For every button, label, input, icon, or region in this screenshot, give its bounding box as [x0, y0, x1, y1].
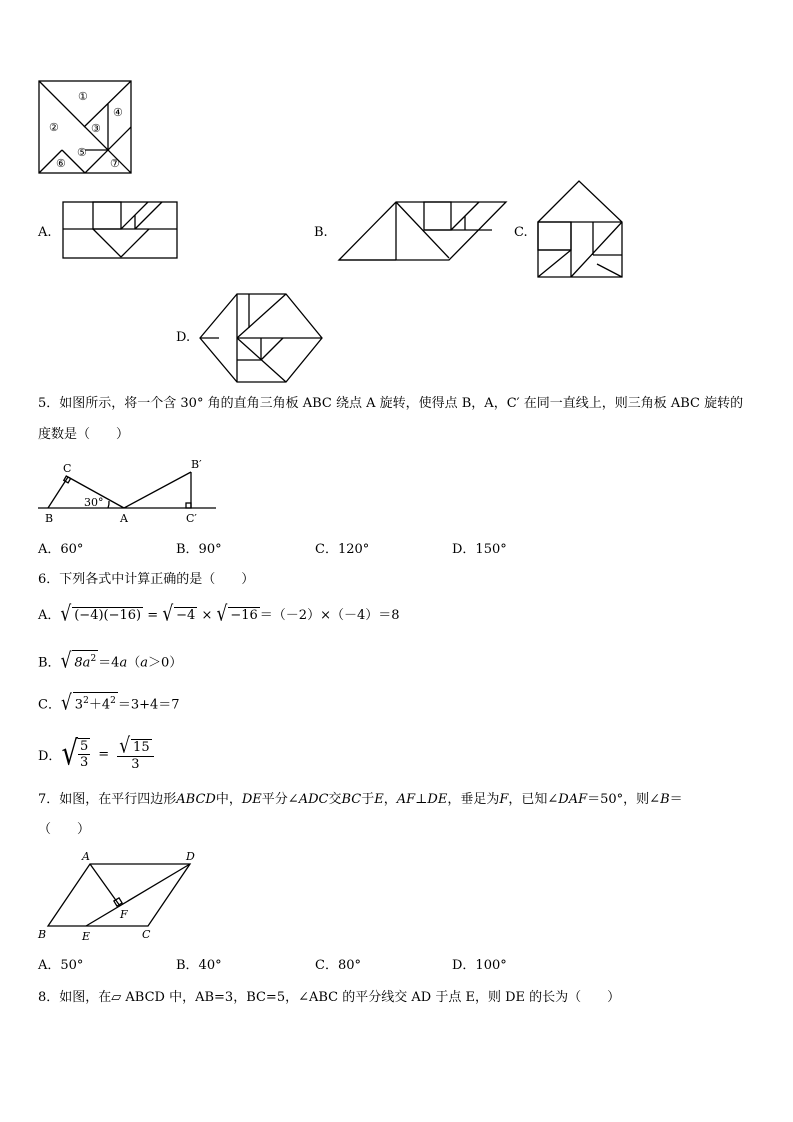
radical-sign: √ — [60, 601, 72, 627]
q7-f: F — [499, 792, 509, 807]
q6-option-b — [38, 648, 183, 674]
tangram-label-4: ④ — [113, 106, 123, 119]
q7-text: ，垂足为 — [447, 792, 500, 807]
q6-c-sup1: 2 — [83, 696, 89, 706]
q6-a-r1: −4 — [176, 608, 196, 623]
tangram-label-2: ② — [49, 121, 59, 134]
q6-a-times: × — [201, 608, 213, 623]
q5-label-angle: 30° — [84, 496, 104, 509]
q6-b-radicand: 8a — [74, 655, 91, 671]
q5-label-a: A — [120, 512, 128, 525]
q6-b-label: B． — [38, 655, 61, 671]
q7-choice-a: A．50° — [38, 958, 84, 973]
radical-sign: √ — [60, 648, 72, 674]
q5-choice-b: B．90° — [176, 542, 222, 557]
tangram-figure — [38, 80, 138, 176]
q5-stem-line1: 5．如图所示，将一个含 30° 角的直角三角板 ABC 绕点 A 旋转，使得点 B，A，C′ 在同一直线上，则三角板 ABC 旋转的 — [38, 396, 744, 411]
option-a-label: A. — [38, 225, 52, 240]
q6-a-radicand: (−4)(−16) — [74, 608, 142, 623]
q8-stem: 8．如图，在▱ ABCD 中，AB=3，BC=5，∠ABC 的平分线交 AD 于点 E，则 DE 的长为（ ） — [38, 990, 621, 1005]
option-d-figure — [199, 292, 325, 384]
q7-text: 于 — [361, 792, 375, 807]
q6-c-sup2: 2 — [110, 696, 116, 706]
q6-c-base2: 4 — [101, 697, 111, 713]
tangram-label-3: ③ — [91, 122, 101, 135]
q7-adc: ADC — [298, 792, 329, 807]
q7-de: DE — [241, 792, 262, 807]
option-c-label: C. — [514, 225, 528, 240]
q6-a-r2: −16 — [230, 608, 258, 623]
q7-text: ＝50°，则∠ — [587, 792, 661, 807]
q6-b-open: （ — [127, 655, 141, 671]
q6-c-label: C． — [38, 697, 61, 713]
q6-b-close: ＞0） — [148, 655, 183, 671]
q7-label-d: D — [186, 850, 195, 863]
q5-figure — [36, 452, 222, 530]
q7-e: E — [374, 792, 384, 807]
q7-text: ， — [383, 792, 397, 807]
q7-choice-c: C．80° — [315, 958, 361, 973]
q7-figure — [36, 848, 206, 944]
q6-d-rnum: 15 — [133, 740, 150, 755]
tangram-label-5: ⑤ — [77, 146, 87, 159]
q6-a-label: A． — [38, 608, 61, 623]
radical-sign: √ — [216, 601, 228, 627]
q7-bc: BC — [341, 792, 362, 807]
option-a-figure — [62, 200, 180, 260]
q6-a-eq: = — [147, 608, 159, 623]
q7-text: ⊥ — [415, 792, 428, 807]
q7-abcd: ABCD — [176, 792, 216, 807]
q5-choice-a: A．60° — [38, 542, 84, 557]
q7-stem-line1 — [38, 792, 683, 808]
q6-c-plus: ＋ — [88, 697, 102, 713]
q5-choice-d: D．150° — [452, 542, 507, 557]
q6-b-sup: 2 — [90, 654, 97, 664]
q6-d-right-frac — [117, 733, 153, 772]
q6-b-a: a — [119, 655, 128, 671]
option-b-label: B. — [314, 225, 328, 240]
q7-label-c: C — [142, 928, 151, 941]
q6-b-eq: ＝4 — [98, 655, 120, 671]
q7-label-f: F — [120, 908, 128, 921]
q7-text: 交 — [328, 792, 342, 807]
q7-stem-line2: （ ） — [38, 822, 91, 837]
q5-label-b: B — [45, 512, 54, 525]
q6-d-lnum: 5 — [80, 739, 89, 754]
q7-b: B — [660, 792, 670, 807]
q6-d-lden: 3 — [80, 755, 89, 770]
q7-de2: DE — [427, 792, 448, 807]
q6-option-c — [38, 690, 180, 716]
q6-option-d — [38, 732, 154, 776]
q6-b-cond-a: a — [140, 655, 148, 671]
q6-c-base1: 3 — [74, 697, 84, 713]
tangram-label-1: ① — [78, 90, 88, 103]
q7-text: 平分∠ — [261, 792, 299, 807]
option-d-label: D. — [176, 330, 191, 345]
radical-sign: √ — [61, 734, 79, 774]
q6-d-rden: 3 — [131, 757, 140, 772]
q7-choice-d: D．100° — [452, 958, 507, 973]
q6-d-left-frac — [78, 738, 90, 770]
q5-label-c: C — [63, 462, 72, 475]
q5-stem-line2: 度数是（ ） — [38, 427, 130, 442]
q5-label-cp: C′ — [186, 512, 197, 525]
q6-d-eq: = — [98, 746, 110, 762]
q6-d-label: D． — [38, 748, 62, 764]
q7-daf: DAF — [558, 792, 588, 807]
q7-choice-b: B．40° — [176, 958, 222, 973]
q6-c-rest: ＝3+4＝7 — [117, 697, 180, 713]
tangram-label-7: ⑦ — [110, 157, 120, 170]
q5-label-bp: B′ — [191, 458, 202, 471]
radical-sign: √ — [162, 601, 174, 627]
q5-choice-c: C．120° — [315, 542, 370, 557]
option-c-figure — [537, 180, 625, 280]
q6-a-rest: ＝（－2）×（－4）＝8 — [259, 608, 400, 623]
radical-sign: √ — [60, 690, 72, 716]
q6-option-a — [38, 601, 400, 627]
q7-label-a: A — [82, 850, 90, 863]
q7-label-b: B — [38, 928, 47, 941]
radical-sign: √ — [119, 733, 131, 759]
option-b-figure — [338, 200, 510, 262]
q7-text: 7．如图，在平行四边形 — [38, 792, 177, 807]
q7-text: 中， — [215, 792, 242, 807]
q7-text: ，已知∠ — [508, 792, 559, 807]
q7-label-e: E — [82, 930, 91, 943]
q7-af: AF — [396, 792, 416, 807]
q6-stem: 6．下列各式中计算正确的是（ ） — [38, 572, 255, 587]
q7-text: ＝ — [669, 792, 683, 807]
tangram-label-6: ⑥ — [56, 157, 66, 170]
